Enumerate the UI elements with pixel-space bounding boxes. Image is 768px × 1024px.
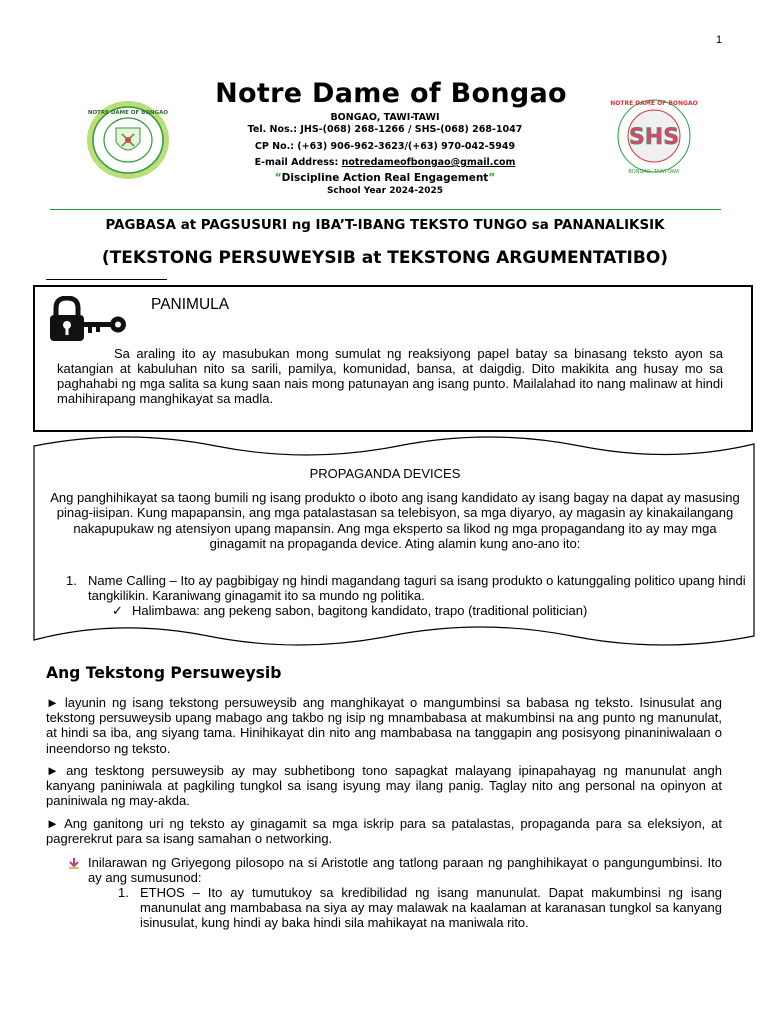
ethos-text: ETHOS – Ito ay tumutukoy sa kredibilidad ng isang manunulat. Dapat makumbinsi ng isang manunulat ang mambabasa na siya ay may malawak na kaalaman at karanasan tungkol sa kanyang isinusulat, kung hindi ay baka hindi sila mahikayat na maniwala rito. bbox=[140, 885, 722, 931]
topic-underline bbox=[46, 279, 167, 280]
propaganda-list-item bbox=[66, 573, 746, 603]
example-text: Halimbawa: ang pekeng sabon, bagitong kandidato, trapo (traditional politician) bbox=[132, 603, 588, 618]
cellphone-numbers: CP No.: (+63) 906-962-3623/(+63) 970-042-5949 bbox=[254, 141, 516, 152]
school-name: Notre Dame of Bongao bbox=[215, 78, 567, 109]
intro-title: PANIMULA bbox=[151, 296, 230, 313]
right-logo-bottom-text: BONGAO, TAWI-TAWI bbox=[628, 169, 680, 175]
aristotle-bullet bbox=[68, 855, 722, 885]
paragraph-3: ► Ang ganitong uri ng teksto ay ginagamit sa mga iskrip para sa patalastas, propaganda para sa eleksiyon, at pagrerekrut para sa isang samahan o networking. bbox=[46, 816, 722, 847]
intro-text: Sa araling ito ay masubukan mong sumulat ng reaksiyong papel batay sa binasang teksto ayon sa katangian at kabuluhan nito sa sarili, pamilya, komunidad, bansa, at daigdig. Dito makikita ang husay mo sa paghahabi ng mga salita sa kung saan nais mong patunayan ang isang punto. Mailalahad ito nang malinaw at hindi mahihirapang manghikayat sa madla. bbox=[57, 346, 723, 406]
email-line bbox=[0, 157, 768, 168]
check-icon: ✓ bbox=[112, 603, 123, 618]
name-calling-text: Name Calling – Ito ay pagbibigay ng hindi magandang taguri sa isang produkto o katunggaling politico upang hindi tangkilikin. Karaniwang ginagamit ito sa mundo ng politika. bbox=[88, 573, 746, 603]
email-label: E-mail Address: bbox=[254, 157, 342, 168]
intro-paragraph bbox=[57, 346, 723, 406]
email-link[interactable]: notredameofbongao@gmail.com bbox=[341, 157, 516, 168]
ethos-item bbox=[118, 885, 722, 931]
motto-text: Discipline Action Real Engagement bbox=[281, 172, 489, 184]
telephone-numbers: Tel. Nos.: JHS-(068) 268-1266 / SHS-(068) 268-1047 bbox=[247, 124, 523, 135]
right-logo-text: NOTRE DAME OF BONGAO bbox=[610, 100, 698, 107]
propaganda-text: Ang panghihikayat sa taong bumili ng isang produkto o iboto ang isang kandidato ay isang bagay na dapat ay masusing pinag-iisipan. Kung mapapansin, ang mga patalastasan sa telebisyon, sa mga diyaryo, ay magasin ay kinakailangang nakapupukaw ng atensiyon upang mapansin. Ang mga eksperto sa likod ng mga propagandang ito ay may mga ginagamit na propaganda device. Ating alamin kung ano-ano ito: bbox=[50, 490, 740, 551]
example-line bbox=[112, 603, 587, 619]
paragraph-1: ► layunin ng isang tekstong persuweysib ang manghikayat o mangumbinsi sa babasa ng teksto. Isinusulat ang tekstong persuweysib upang mabago ang takbo ng isip ng mnambabasa at makumbinsi na ang punto ng manunulat, at hindi sa iba, ang siyang tama. Hinihikayat din nito ang mambabasa na tanggapin ang posisyong pinaniniwalaan o ineendorso ng teksto. bbox=[46, 695, 722, 756]
topic-title: (TEKSTONG PERSUWEYSIB at TEKSTONG ARGUMENTATIBO) bbox=[101, 248, 669, 268]
lock-and-key-icon bbox=[48, 296, 128, 342]
subject-title: PAGBASA at PAGSUSURI ng IBA’T-IBANG TEKSTO TUNGO sa PANANALIKSIK bbox=[105, 218, 665, 233]
ethos-number: 1. bbox=[118, 885, 129, 900]
list-number: 1. bbox=[66, 573, 77, 588]
arrow-bullet-icon bbox=[68, 857, 80, 869]
page-number: 1 bbox=[716, 34, 723, 46]
school-motto: “Discipline Action Real Engagement” bbox=[274, 172, 496, 184]
school-location: BONGAO, TAWI-TAWI bbox=[330, 112, 440, 123]
paragraph-2: ► ang tesktong persuweysib ay may subhetibong tono sapagkat malayang ipinapahayag ng manunulat angh kanyang paniniwala at pagkiling tungkol sa isang isyung may ilang panig. Taglay nito ang personal na opinyon at paniniwala ng may-akda. bbox=[46, 763, 722, 809]
header-divider bbox=[50, 209, 721, 210]
section-title: Ang Tekstong Persuweysib bbox=[46, 664, 282, 682]
propaganda-title: PROPAGANDA DEVICES bbox=[309, 466, 461, 481]
aristotle-text: Inilarawan ng Griyegong pilosopo na si Aristotle ang tatlong paraan ng panghihikayat o pangungumbinsi. Ito ay ang sumusunod: bbox=[88, 855, 722, 886]
school-year: School Year 2024-2025 bbox=[326, 186, 444, 196]
right-logo-letters: SHS bbox=[628, 125, 680, 150]
left-logo-text: NOTRE DAME OF BONGAO bbox=[87, 110, 169, 116]
